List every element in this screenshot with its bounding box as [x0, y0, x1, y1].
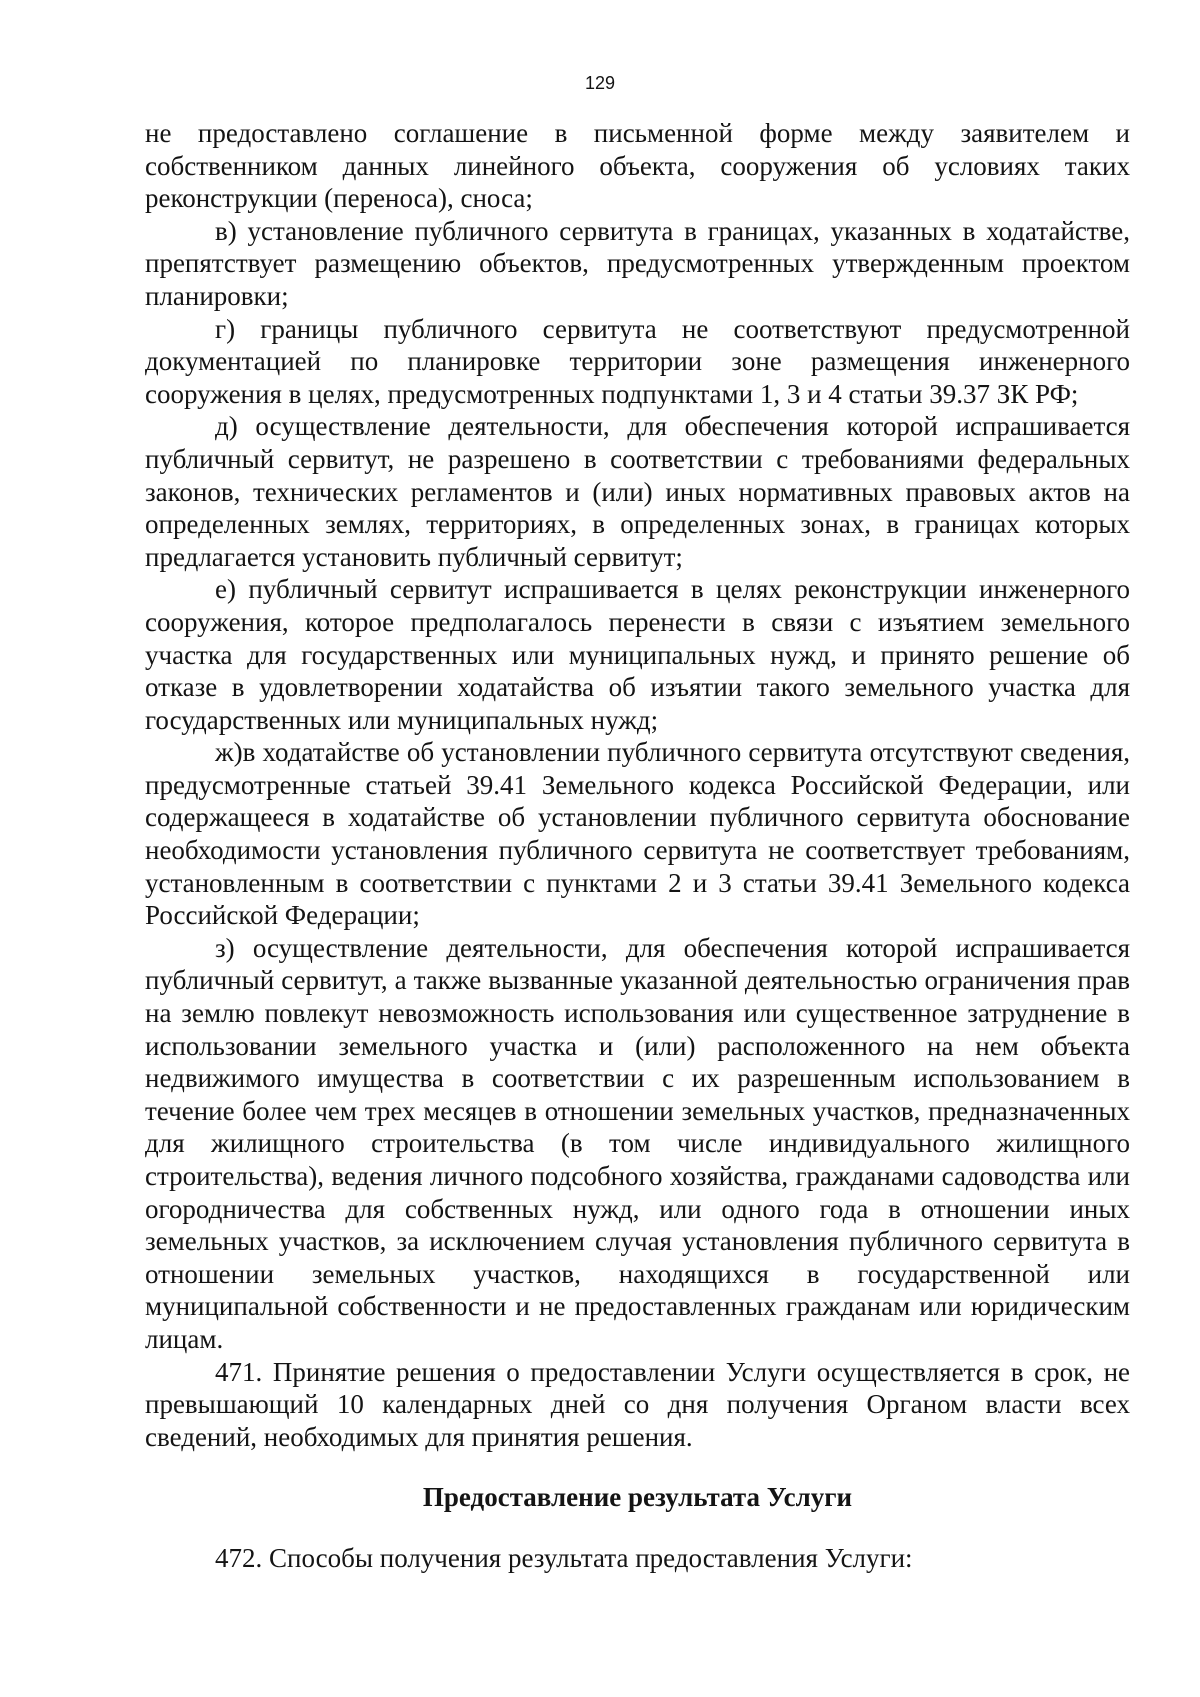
paragraph-item-v: в) установление публичного сервитута в границах, указанных в ходатайстве, препятствует размещению объектов, предусмотренных утвержденным проектом планировки;: [145, 215, 1130, 311]
page-number: 129: [584, 73, 616, 93]
paragraph-item-d: д) осуществление деятельности, для обеспечения которой испрашивается публичный сервитут, не разрешено в соответствии с требованиями федеральных законов, технических регламентов и (или) иных нормативных правовых актов на определенных землях, территориях, в определенных зонах, в границах которых предлагается установить публичный сервитут;: [145, 411, 1130, 572]
document-body: [145, 117, 1130, 1575]
paragraph-472: 472. Способы получения результата предоставления Услуги:: [215, 1542, 913, 1573]
paragraph-item-z: з) осуществление деятельности, для обеспечения которой испрашивается публичный сервитут, а также вызванные указанной деятельностью ограничения прав на землю повлекут невозможность использования или существенное затруднение в использовании земельного участка и (или) расположенного на нем объекта недвижимого имущества в соответствии с их разрешенным использованием в течение более чем трех месяцев в отношении земельных участков, предназначенных для жилищного строительства (в том числе индивидуального жилищного строительства), ведения личного подсобного хозяйства, гражданами садоводства или огородничества для собственных нужд, или одного года в отношении иных земельных участков, за исключением случая установления публичного сервитута в отношении земельных участков, находящихся в государственной или муниципальной собственности и не предоставленных гражданам или юридическим лицам.: [145, 932, 1130, 1354]
paragraph-item-e: е) публичный сервитут испрашивается в целях реконструкции инженерного сооружения, которое предполагалось перенести в связи с изъятием земельного участка для государственных или муниципальных нужд, и принято решение об отказе в удовлетворении ходатайства об изъятии такого земельного участка для государственных или муниципальных нужд;: [145, 574, 1130, 735]
paragraph-471: 471. Принятие решения о предоставлении Услуги осуществляется в срок, не превышающий 10 календарных дней со дня получения Органом власти всех сведений, необходимых для принятия решения.: [145, 1356, 1130, 1452]
paragraph-item-zh: ж)в ходатайстве об установлении публичного сервитута отсутствуют сведения, предусмотренные статьей 39.41 Земельного кодекса Российской Федерации, или содержащееся в ходатайстве об установлении публичного сервитута обоснование необходимости установления публичного сервитута не соответствует требованиям, установленным в соответствии с пунктами 2 и 3 статьи 39.41 Земельного кодекса Российской Федерации;: [145, 737, 1130, 931]
paragraph-item-g: г) границы публичного сервитута не соответствуют предусмотренной документацией по планировке территории зоне размещения инженерного сооружения в целях, предусмотренных подпунктами 1, 3 и 4 статьи 39.37 ЗК РФ;: [145, 313, 1130, 409]
paragraph-continuation: не предоставлено соглашение в письменной форме между заявителем и собственником данных линейного объекта, сооружения об условиях таких реконструкции (переноса), сноса;: [145, 118, 1130, 214]
section-heading: Предоставление результата Услуги: [422, 1482, 853, 1513]
